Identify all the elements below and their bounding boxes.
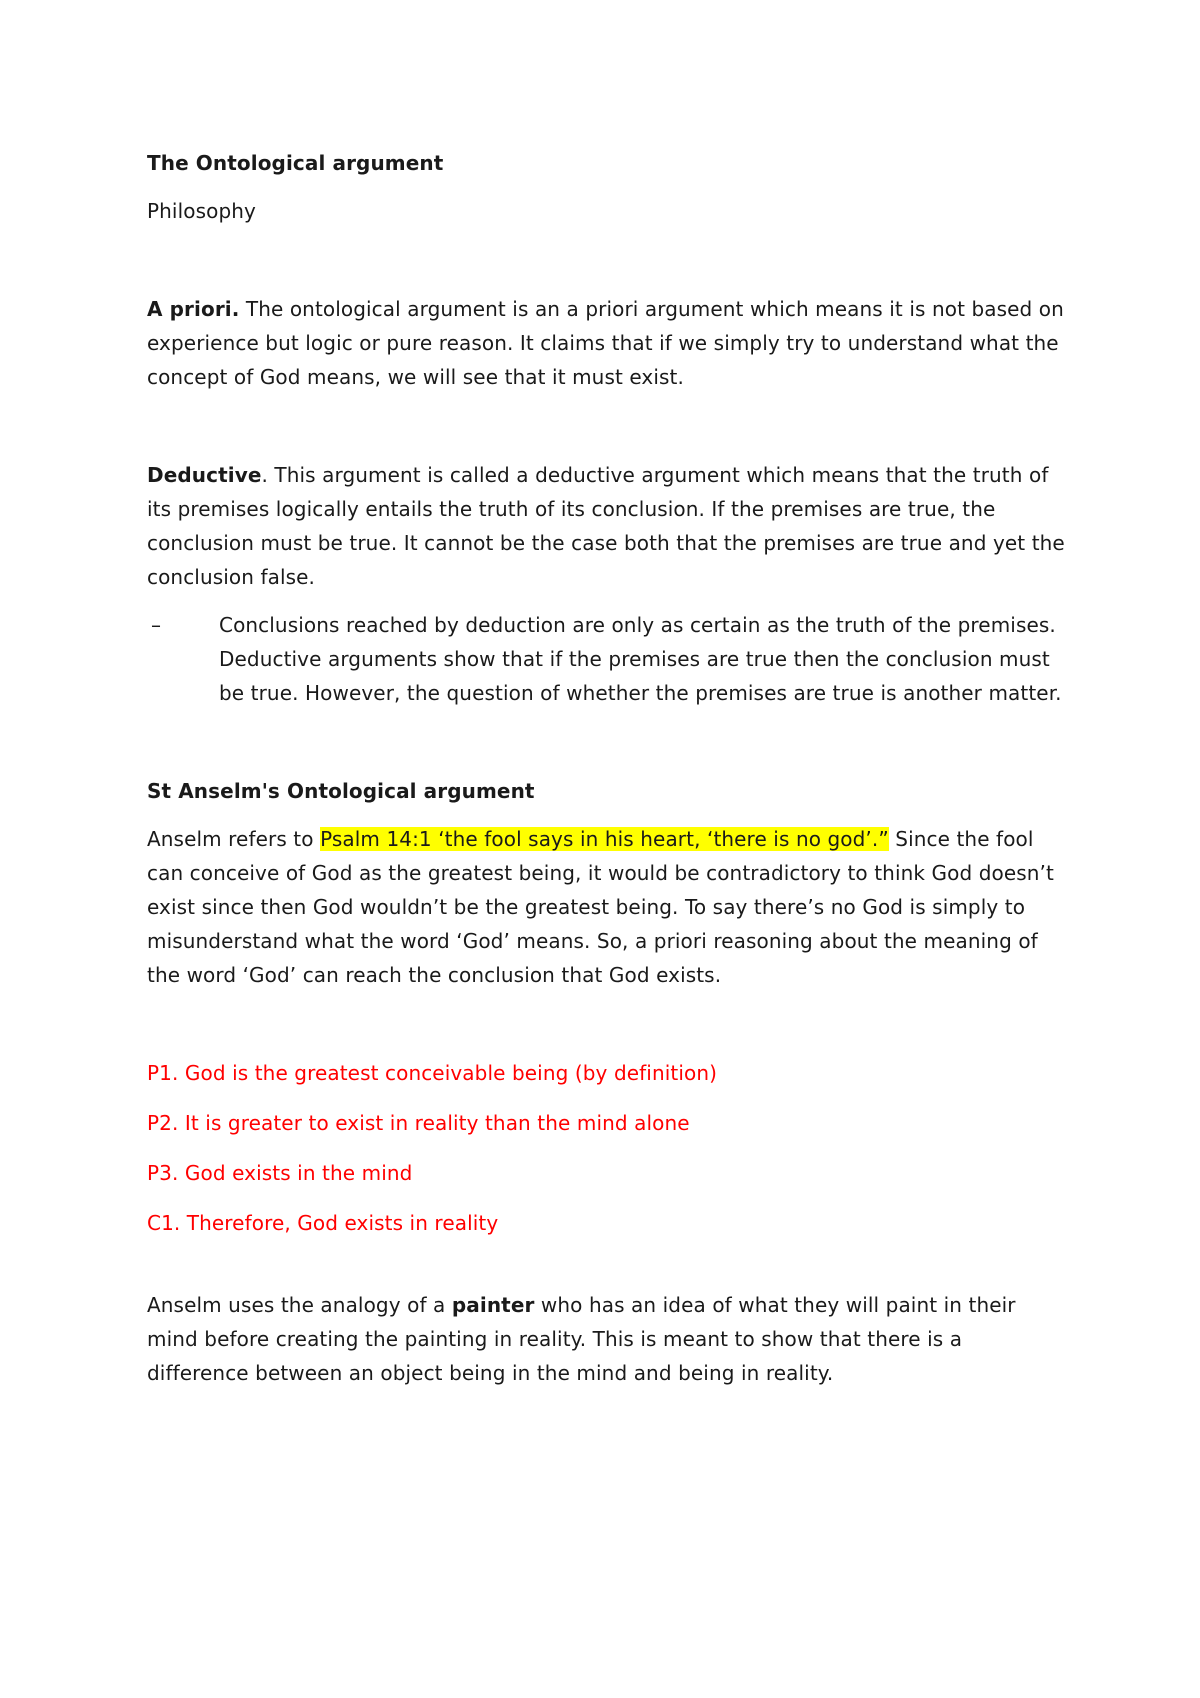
document-subject: Philosophy bbox=[147, 199, 256, 223]
apriori-text: The ontological argument is an a priori argument which means it is not based on experience but logic or pure reason. It claims that if we simply try to understand what the concept of God means, we will see that it must exist. bbox=[147, 297, 1064, 389]
apriori-term: A priori. bbox=[147, 297, 240, 321]
anselm-paragraph bbox=[147, 822, 1067, 992]
anselm-heading: St Anselm's Ontological argument bbox=[147, 779, 535, 803]
list-item bbox=[147, 608, 1067, 710]
bullet-text: Conclusions reached by deduction are only as certain as the truth of the premises. Deductive arguments show that if the premises are true then the conclusion must be true. However, the question of whether the premises are true is another matter. bbox=[219, 613, 1062, 705]
conclusion-c1: C1. Therefore, God exists in reality bbox=[147, 1211, 499, 1235]
painter-term: painter bbox=[451, 1293, 535, 1317]
deductive-text: . This argument is called a deductive argument which means that the truth of its premises logically entails the truth of its conclusion. If the premises are true, the conclusion must be true. It cannot be the case both that the premises are true and yet the conclusion false. bbox=[147, 463, 1065, 589]
painter-after: who has an idea of what they will paint in their mind before creating the painting in reality. This is meant to show that there is a difference between an object being in the mind and being in reality. bbox=[147, 1293, 1016, 1385]
premise-p1: P1. God is the greatest conceivable being (by definition) bbox=[147, 1061, 717, 1085]
bullet-dash-icon: – bbox=[151, 613, 162, 637]
premise-p2: P2. It is greater to exist in reality than the mind alone bbox=[147, 1111, 690, 1135]
deductive-bullet-list bbox=[147, 608, 1067, 710]
premises-list bbox=[147, 1056, 1067, 1240]
painter-before: Anselm uses the analogy of a bbox=[147, 1293, 452, 1317]
painter-paragraph bbox=[147, 1288, 1067, 1390]
anselm-text: Since the fool can conceive of God as the greatest being, it would be contradictory to think God doesn’t exist since then God wouldn’t be the greatest being. To say there’s no God is simply to misunderstand what the word ‘God’ means. So, a priori reasoning about the meaning of the word ‘God’ can reach the conclusion that God exists. bbox=[147, 827, 1054, 987]
deductive-term: Deductive bbox=[147, 463, 262, 487]
apriori-paragraph bbox=[147, 292, 1067, 394]
document-page bbox=[147, 146, 1067, 1390]
anselm-intro: Anselm refers to bbox=[147, 827, 321, 851]
psalm-quote-highlight: Psalm 14:1 ‘the fool says in his heart, ‘there is no god’.” bbox=[320, 827, 889, 851]
document-title: The Ontological argument bbox=[147, 151, 444, 175]
premise-p3: P3. God exists in the mind bbox=[147, 1161, 413, 1185]
deductive-paragraph bbox=[147, 458, 1067, 594]
